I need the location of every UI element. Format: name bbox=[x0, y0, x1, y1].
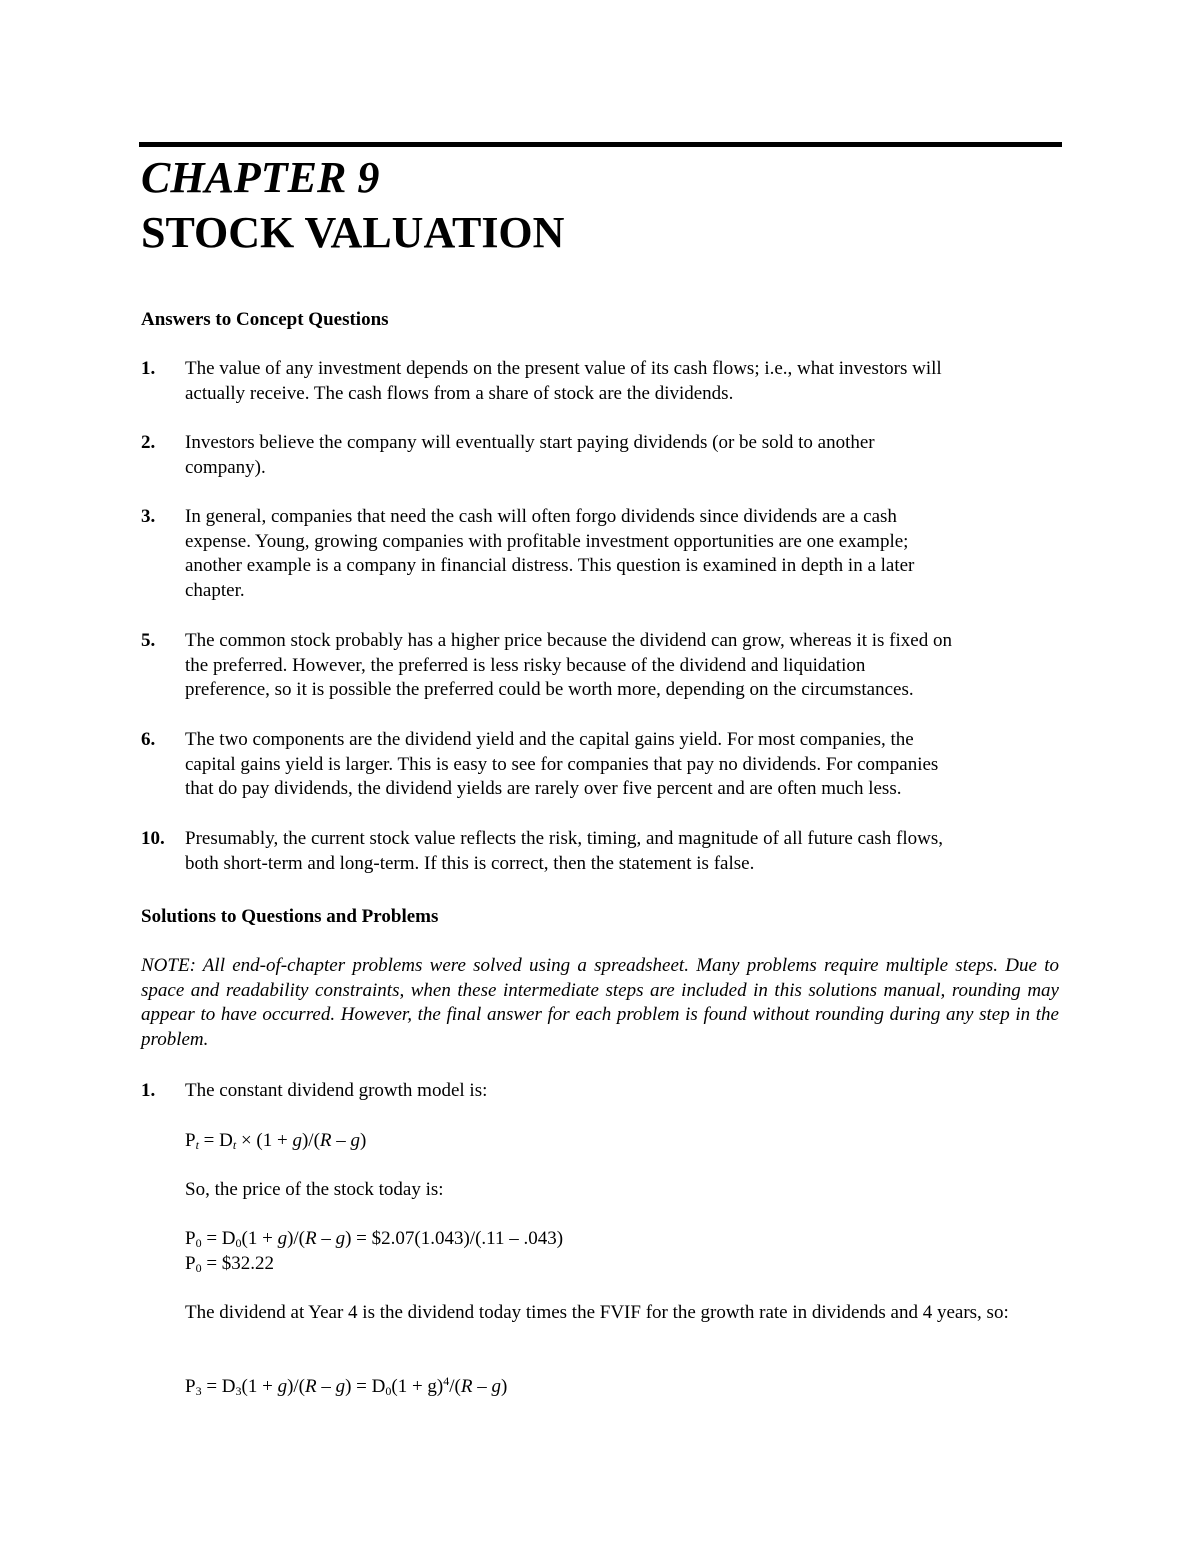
concept-answer-3 bbox=[141, 505, 1061, 604]
item-text: The common stock probably has a higher price because the dividend can grow, whereas it is fixed on the preferred. However, the preferred is less risky because of the dividend and liquidation preference, so it is possible the preferred could be worth more, depending on the circumstances. bbox=[185, 630, 952, 701]
year-4-dividend-text: The dividend at Year 4 is the dividend today times the FVIF for the growth rate in dividends and 4 years, so: bbox=[185, 1302, 1009, 1323]
price-today-text: So, the price of the stock today is: bbox=[185, 1179, 444, 1200]
item-number: 6. bbox=[141, 729, 156, 750]
price-today-result: $P_0$ = $32.22 bbox=[185, 1253, 275, 1275]
item-text: Investors believe the company will eventually start paying dividends (or be sold to another company). bbox=[185, 432, 875, 478]
concept-answer-5 bbox=[141, 629, 1061, 703]
solutions-heading: Solutions to Questions and Problems bbox=[141, 906, 439, 927]
item-number: 5. bbox=[141, 630, 156, 651]
concept-questions-heading: Answers to Concept Questions bbox=[141, 309, 389, 330]
formula-constant-growth: $P_t = D_t \times (1 + g)/(R - g)$ bbox=[185, 1130, 367, 1152]
item-text: The value of any investment depends on the present value of its cash flows; i.e., what investors will actually receive. The cash flows from a share of stock are the dividends. bbox=[185, 358, 942, 404]
item-text: Presumably, the current stock value reflects the risk, timing, and magnitude of all future cash flows, both short-term and long-term. If this is correct, then the statement is false. bbox=[185, 828, 944, 874]
item-number: 10. bbox=[141, 828, 165, 849]
item-number: 1. bbox=[141, 1080, 156, 1101]
solutions-note: NOTE: All end-of-chapter problems were solved using a spreadsheet. Many problems require multiple steps. Due to space and readability constraints, when these intermediate steps are included in this solutions manual, rounding may appear to have occurred. However, the final answer for each problem is found without rounding during any step in the problem. bbox=[141, 955, 1059, 1051]
top-rule bbox=[139, 142, 1062, 147]
concept-answer-6 bbox=[141, 728, 1061, 802]
formula-price-today: $P_0 = D_0(1 + g)/(R - g)$ = $2.07(1.043)/(.11 – .043) bbox=[185, 1228, 564, 1250]
item-text: In general, companies that need the cash will often forgo dividends since dividends are a cash expense. Young, growing companies with profitable investment opportunities are one example; another example is a company in financial distress. This question is examined in depth in a later chapter. bbox=[185, 506, 915, 602]
concept-answer-2 bbox=[141, 431, 1061, 480]
problem-1-intro: The constant dividend growth model is: bbox=[185, 1080, 488, 1101]
chapter-subtitle: STOCK VALUATION bbox=[141, 208, 565, 257]
item-number: 2. bbox=[141, 432, 156, 453]
item-number: 1. bbox=[141, 358, 156, 379]
problem-1 bbox=[141, 1079, 1061, 1104]
item-text: The two components are the dividend yield and the capital gains yield. For most companies, the capital gains yield is larger. This is easy to see for companies that pay no dividends. For companies that do pay dividends, the dividend yields are rarely over five percent and are often much less. bbox=[185, 729, 939, 800]
concept-answer-10 bbox=[141, 827, 1061, 876]
concept-answer-1 bbox=[141, 357, 1061, 406]
chapter-title: CHAPTER 9 bbox=[141, 153, 380, 202]
item-number: 3. bbox=[141, 506, 156, 527]
formula-price-year-3: $P_3 = D_3(1 + g)/(R - g) = D_0(1 + g)^4/(R - g)$ bbox=[185, 1374, 508, 1398]
